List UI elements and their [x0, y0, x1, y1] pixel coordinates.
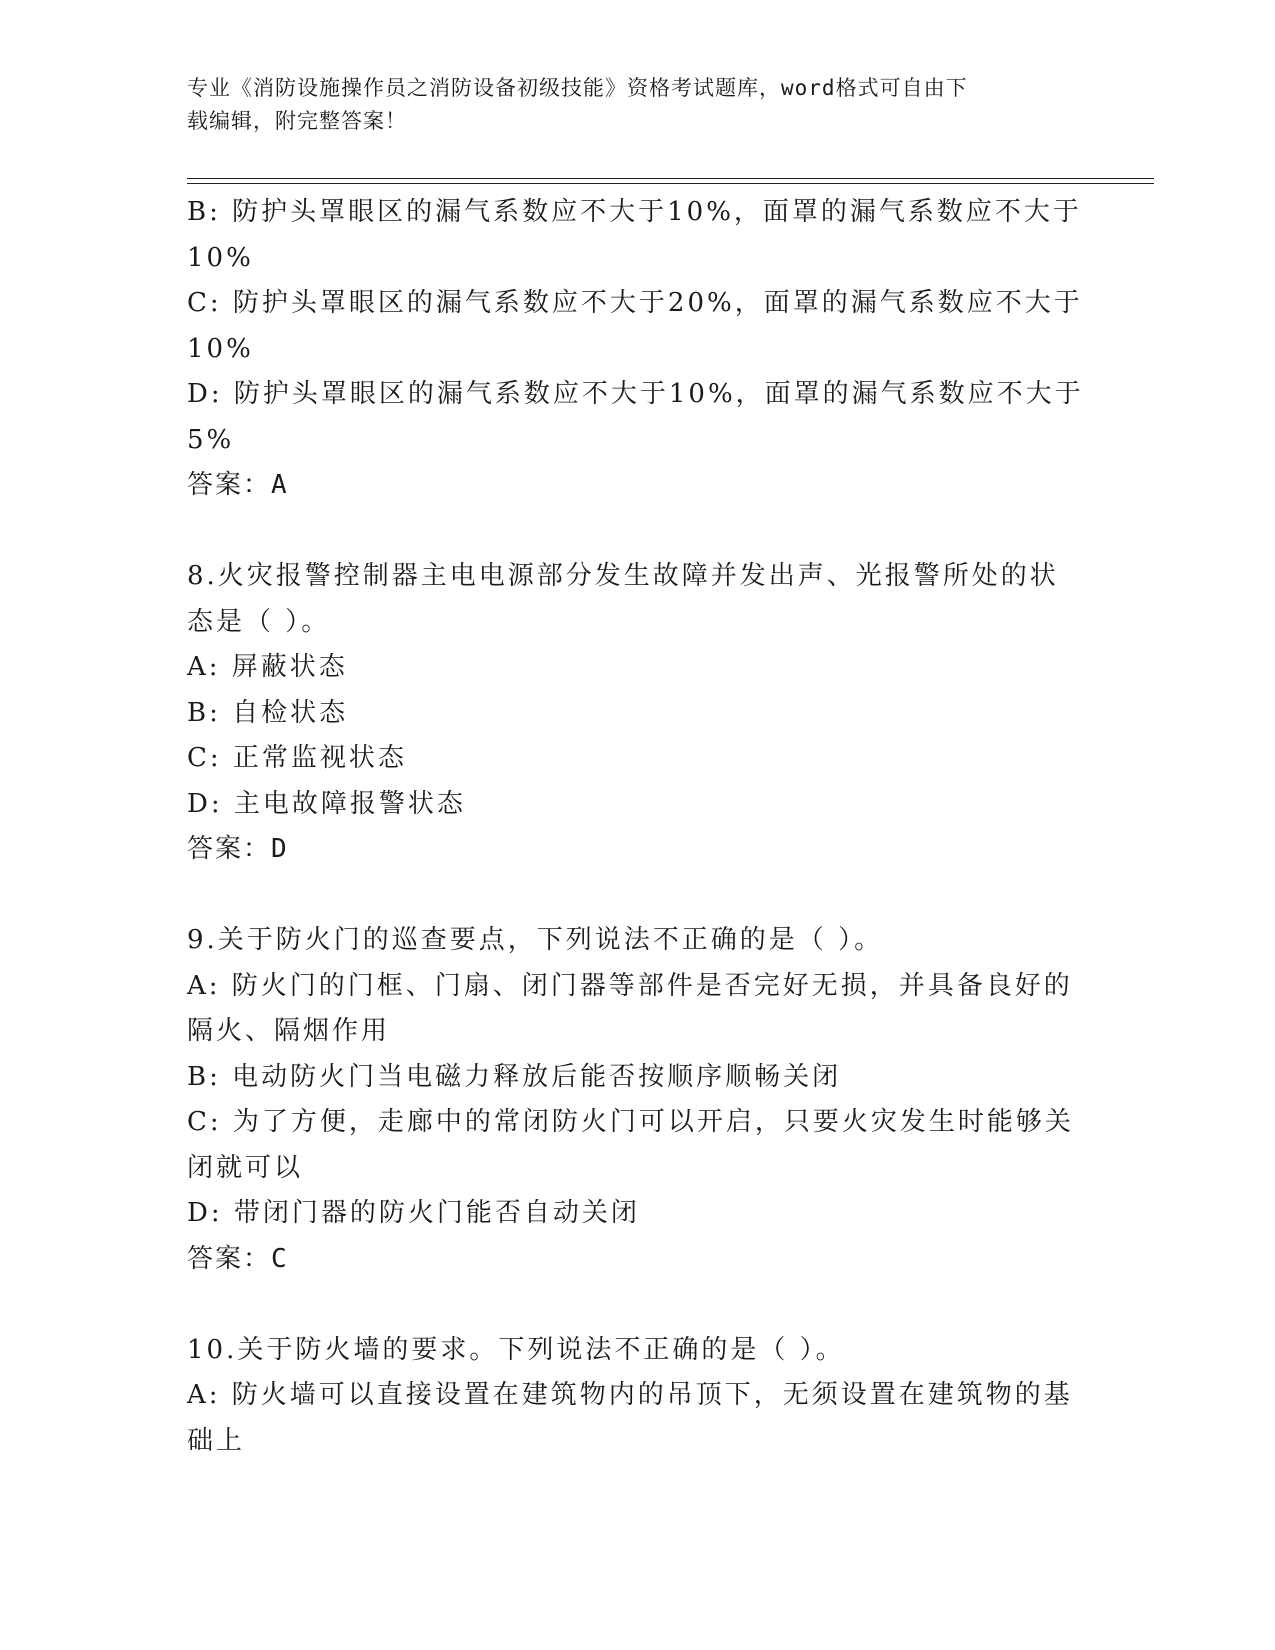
option-a: A: 屏蔽状态 [187, 652, 348, 682]
option-c-line-2: 10% [187, 333, 254, 364]
option-a-line-1: A: 防火墙可以直接设置在建筑物内的吊顶下，无须设置在建筑物的基 [187, 1380, 1073, 1410]
answer-label: 答案：D [187, 834, 289, 864]
option-d-line-2: 5% [187, 424, 235, 455]
option-c: C: 正常监视状态 [187, 743, 407, 773]
question-stem-line-1: 8.火灾报警控制器主电电源部分发生故障并发出声、光报警所处的状 [187, 561, 1059, 591]
option-d-line-1: D: 防护头罩眼区的漏气系数应不大于10%，面罩的漏气系数应不大于 [187, 379, 1084, 409]
question-block-10 [187, 1328, 1077, 1465]
spacer [187, 509, 1077, 555]
spacer [187, 1282, 1077, 1328]
option-d: D: 带闭门器的防火门能否自动关闭 [187, 1198, 640, 1228]
document-header [187, 72, 1067, 138]
option-b-line-2: 10% [187, 242, 254, 273]
answer-label: 答案：C [187, 1243, 289, 1274]
question-content [187, 190, 1084, 1464]
spacer [187, 873, 1077, 919]
answer-label: 答案：A [187, 470, 289, 500]
header-line-2: 载编辑，附完整答案！ [187, 109, 407, 133]
header-line-1: 专业《消防设施操作员之消防设备初级技能》资格考试题库，word格式可自由下 [187, 76, 968, 100]
option-c-line-1: C: 为了方便，走廊中的常闭防火门可以开启，只要火灾发生时能够关 [187, 1107, 1074, 1137]
question-stem: 10.关于防火墙的要求。下列说法不正确的是（ ）。 [187, 1334, 845, 1365]
question-block-8 [187, 554, 1077, 873]
option-c-line-2: 闭就可以 [187, 1152, 304, 1183]
option-b-line-1: B: 防护头罩眼区的漏气系数应不大于10%，面罩的漏气系数应不大于 [187, 197, 1082, 227]
option-a-line-2: 隔火、隔烟作用 [187, 1016, 391, 1046]
header-divider-top [187, 178, 1154, 179]
header-divider-bottom [187, 183, 1154, 184]
question-stem-line-2: 态是（ ）。 [187, 606, 331, 637]
option-d: D: 主电故障报警状态 [187, 788, 466, 819]
question-stem: 9.关于防火门的巡查要点，下列说法不正确的是（ ）。 [187, 925, 884, 955]
option-b: B: 电动防火门当电磁力释放后能否按顺序顺畅关闭 [187, 1061, 842, 1092]
option-c-line-1: C: 防护头罩眼区的漏气系数应不大于20%，面罩的漏气系数应不大于 [187, 288, 1083, 318]
option-b: B: 自检状态 [187, 697, 349, 728]
option-a-line-2: 础上 [187, 1425, 246, 1456]
option-a-line-1: A: 防火门的门框、门扇、闭门器等部件是否完好无损，并具备良好的 [187, 970, 1073, 1001]
question-block-9 [187, 918, 1077, 1282]
question-block-7 [187, 190, 1084, 509]
